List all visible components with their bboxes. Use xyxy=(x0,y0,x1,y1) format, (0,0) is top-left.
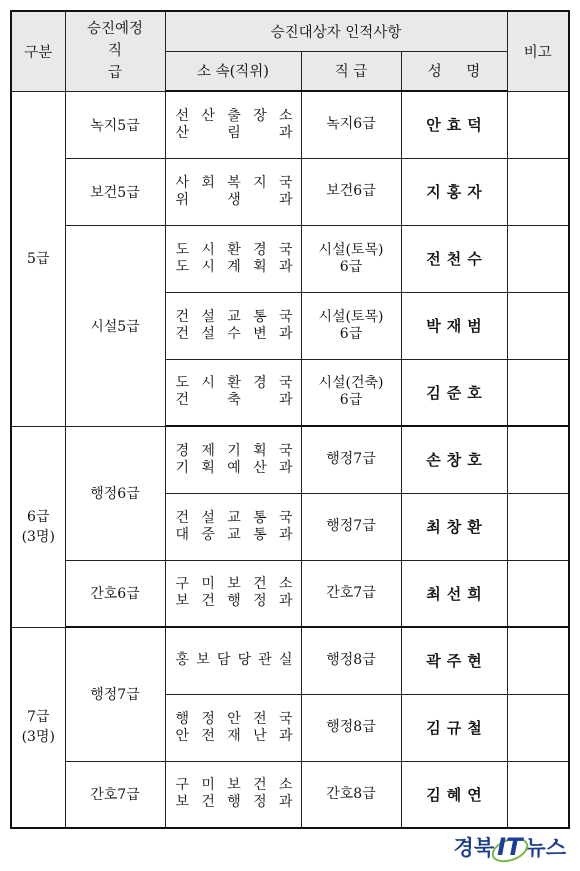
department-line1: 경 제 기 획 국 xyxy=(175,442,294,459)
department-line2: 보 건 행 정 과 xyxy=(175,794,294,811)
grade-line1: 시설(건축) xyxy=(318,375,384,392)
department-line2: 안 전 재 난 과 xyxy=(175,727,294,744)
grade-line1: 행정7급 xyxy=(326,518,376,534)
department-cell xyxy=(165,158,301,225)
department-line1: 구 미 보 건 소 xyxy=(175,777,294,794)
table-row xyxy=(11,225,569,292)
remarks-cell xyxy=(507,426,569,493)
grade-line1: 보건6급 xyxy=(326,183,376,199)
header-promotion-rank-line1: 승진예정 xyxy=(86,21,144,38)
department-line1: 행 정 안 전 국 xyxy=(175,710,294,727)
grade-line1: 간호7급 xyxy=(326,584,376,601)
department-cell xyxy=(165,627,301,694)
remarks-cell xyxy=(507,158,569,225)
table-row xyxy=(11,560,569,627)
grade-line1: 행정8급 xyxy=(326,652,376,669)
remarks-cell xyxy=(507,694,569,761)
promotion-table xyxy=(10,10,570,829)
grade-cell xyxy=(301,493,401,560)
department-cell xyxy=(165,359,301,426)
grade-cell xyxy=(301,158,401,225)
person-name: 곽주현 xyxy=(401,627,507,694)
department-line2: 위 생 과 xyxy=(175,191,294,208)
category-label: 5급 xyxy=(27,250,50,267)
grade-line2: 6급 xyxy=(339,392,363,409)
person-name: 박재범 xyxy=(401,292,507,359)
grade-line1: 녹지6급 xyxy=(326,116,376,133)
department-line1: 홍 보 담 당 관 실 xyxy=(175,652,294,669)
category-label: 6급 xyxy=(27,508,50,525)
remarks-cell xyxy=(507,91,569,158)
logo-text-left: 경북 xyxy=(453,836,495,860)
person-name: 안효덕 xyxy=(401,91,507,158)
department-line1: 구 미 보 건 소 xyxy=(175,576,294,593)
category-count: (3명) xyxy=(21,528,55,545)
department-line2: 건 축 과 xyxy=(175,392,294,409)
header-name: 성 명 xyxy=(401,51,507,91)
department-cell xyxy=(165,493,301,560)
category-cell xyxy=(11,627,65,828)
remarks-cell xyxy=(507,292,569,359)
logo-text-mid: IT xyxy=(497,833,523,861)
department-cell xyxy=(165,292,301,359)
table-body xyxy=(11,91,569,828)
department-line2: 산 림 과 xyxy=(175,124,294,141)
department-line2: 보 건 행 정 과 xyxy=(175,593,294,610)
category-label: 7급 xyxy=(27,709,50,726)
table-row xyxy=(11,426,569,493)
grade-cell xyxy=(301,91,401,158)
category-cell xyxy=(11,426,65,627)
remarks-cell xyxy=(507,560,569,627)
department-cell xyxy=(165,426,301,493)
department-line1: 건 설 교 통 국 xyxy=(175,308,294,325)
header-promotion-rank xyxy=(65,11,165,91)
grade-line1: 행정8급 xyxy=(326,719,376,735)
category-count: (3명) xyxy=(21,729,55,746)
grade-line1: 간호8급 xyxy=(326,785,376,802)
grade-cell xyxy=(301,560,401,627)
remarks-cell xyxy=(507,359,569,426)
department-cell xyxy=(165,694,301,761)
site-logo xyxy=(454,832,566,862)
department-line2: 대 중 교 통 과 xyxy=(175,526,294,543)
department-line2: 도 시 계 획 과 xyxy=(175,258,294,275)
promotion-rank-cell: 녹지5급 xyxy=(65,91,165,158)
grade-cell xyxy=(301,225,401,292)
person-name: 김규철 xyxy=(401,694,507,761)
table-row xyxy=(11,91,569,158)
department-line1: 도 시 환 경 국 xyxy=(175,375,294,392)
grade-cell xyxy=(301,292,401,359)
person-name: 손창호 xyxy=(401,426,507,493)
header-department: 소 속(직위) xyxy=(165,51,301,91)
grade-cell xyxy=(301,359,401,426)
person-name: 최선희 xyxy=(401,560,507,627)
department-line1: 선 산 출 장 소 xyxy=(175,107,294,124)
department-cell xyxy=(165,761,301,828)
grade-line2: 6급 xyxy=(339,325,363,342)
person-name: 전천수 xyxy=(401,225,507,292)
header-grade: 직 급 xyxy=(301,51,401,91)
header-category: 구분 xyxy=(11,11,65,91)
person-name: 지홍자 xyxy=(401,158,507,225)
logo-text-right: 뉴스 xyxy=(525,836,566,860)
table-row xyxy=(11,761,569,828)
promotion-rank-cell: 시설5급 xyxy=(65,225,165,426)
department-cell xyxy=(165,560,301,627)
department-cell xyxy=(165,91,301,158)
grade-cell xyxy=(301,627,401,694)
remarks-cell xyxy=(507,761,569,828)
header-candidate-info: 승진대상자 인적사항 xyxy=(165,11,507,51)
department-cell xyxy=(165,225,301,292)
remarks-cell xyxy=(507,627,569,694)
promotion-rank-cell: 행정7급 xyxy=(65,627,165,761)
promotion-rank-cell: 간호6급 xyxy=(65,560,165,627)
person-name: 김준호 xyxy=(401,359,507,426)
person-name: 김혜연 xyxy=(401,761,507,828)
header-remarks: 비고 xyxy=(507,11,569,91)
grade-line2: 6급 xyxy=(339,258,363,275)
promotion-rank-cell: 보건5급 xyxy=(65,158,165,225)
department-line2: 기 획 예 산 과 xyxy=(175,459,294,476)
department-line1: 사 회 복 지 국 xyxy=(175,174,294,191)
table-row xyxy=(11,627,569,694)
department-line2: 건 설 수 변 과 xyxy=(175,325,294,342)
grade-line1: 행정7급 xyxy=(326,451,376,468)
department-line1: 건 설 교 통 국 xyxy=(175,509,294,526)
grade-cell xyxy=(301,426,401,493)
promotion-rank-cell: 행정6급 xyxy=(65,426,165,560)
header-promotion-rank-line2: 직 급 xyxy=(107,43,140,82)
category-cell xyxy=(11,91,65,426)
grade-line1: 시설(토목) xyxy=(318,241,384,258)
grade-cell xyxy=(301,761,401,828)
grade-cell xyxy=(301,694,401,761)
department-line1: 도 시 환 경 국 xyxy=(175,241,294,258)
person-name: 최창환 xyxy=(401,493,507,560)
promotion-rank-cell: 간호7급 xyxy=(65,761,165,828)
grade-line1: 시설(토목) xyxy=(318,308,384,325)
table-row xyxy=(11,158,569,225)
remarks-cell xyxy=(507,225,569,292)
remarks-cell xyxy=(507,493,569,560)
logo-it xyxy=(497,833,522,861)
